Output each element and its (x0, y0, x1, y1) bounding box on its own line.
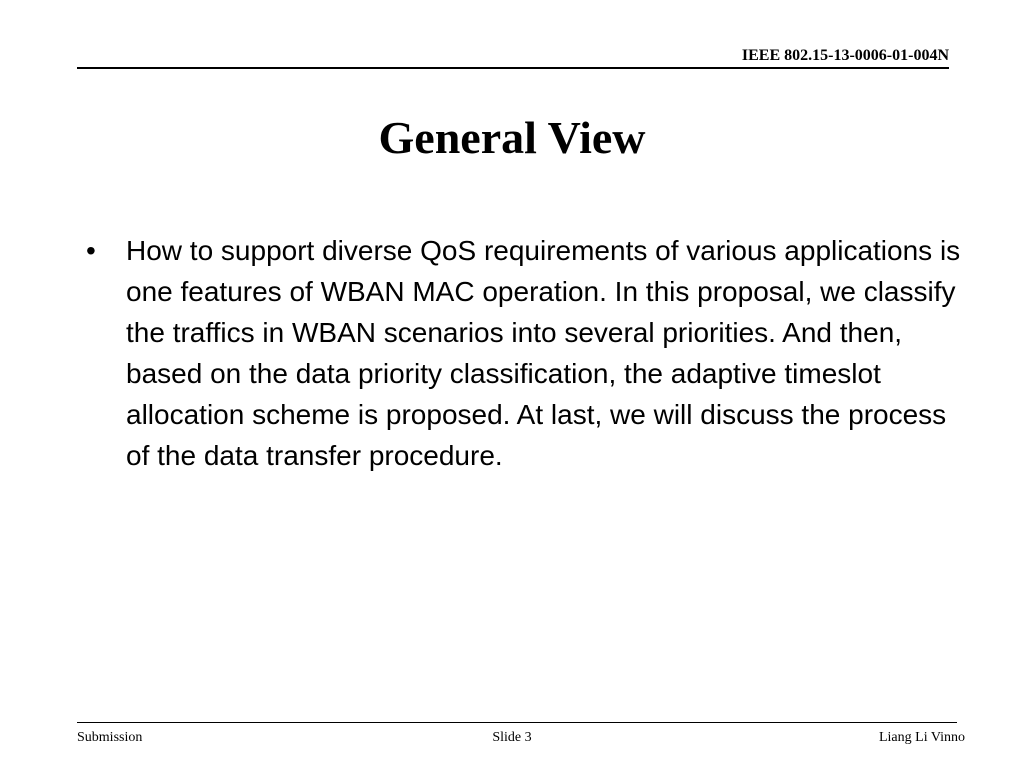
bullet-icon: • (86, 235, 96, 266)
footer-submission-label: Submission (77, 730, 143, 745)
footer-author: Liang Li Vinno (878, 730, 965, 745)
footer-divider (77, 722, 957, 723)
footer-slide-number: Slide 3 (492, 730, 532, 745)
bullet-list (86, 230, 966, 476)
slide-title: General View (378, 112, 646, 163)
bullet-text: How to support diverse QoS requirements of various applications is one features of WBAN MAC operation. In this proposal, we classify the traffics in WBAN scenarios into several priorities. And then, based on the data priority classification, the adaptive timeslot allocation scheme is proposed. At last, we will discuss the process of the data transfer procedure. (126, 235, 961, 471)
header-divider (77, 67, 949, 69)
header-document-id: IEEE 802.15-13-0006-01-004N (741, 47, 949, 64)
bullet-item (86, 230, 966, 476)
